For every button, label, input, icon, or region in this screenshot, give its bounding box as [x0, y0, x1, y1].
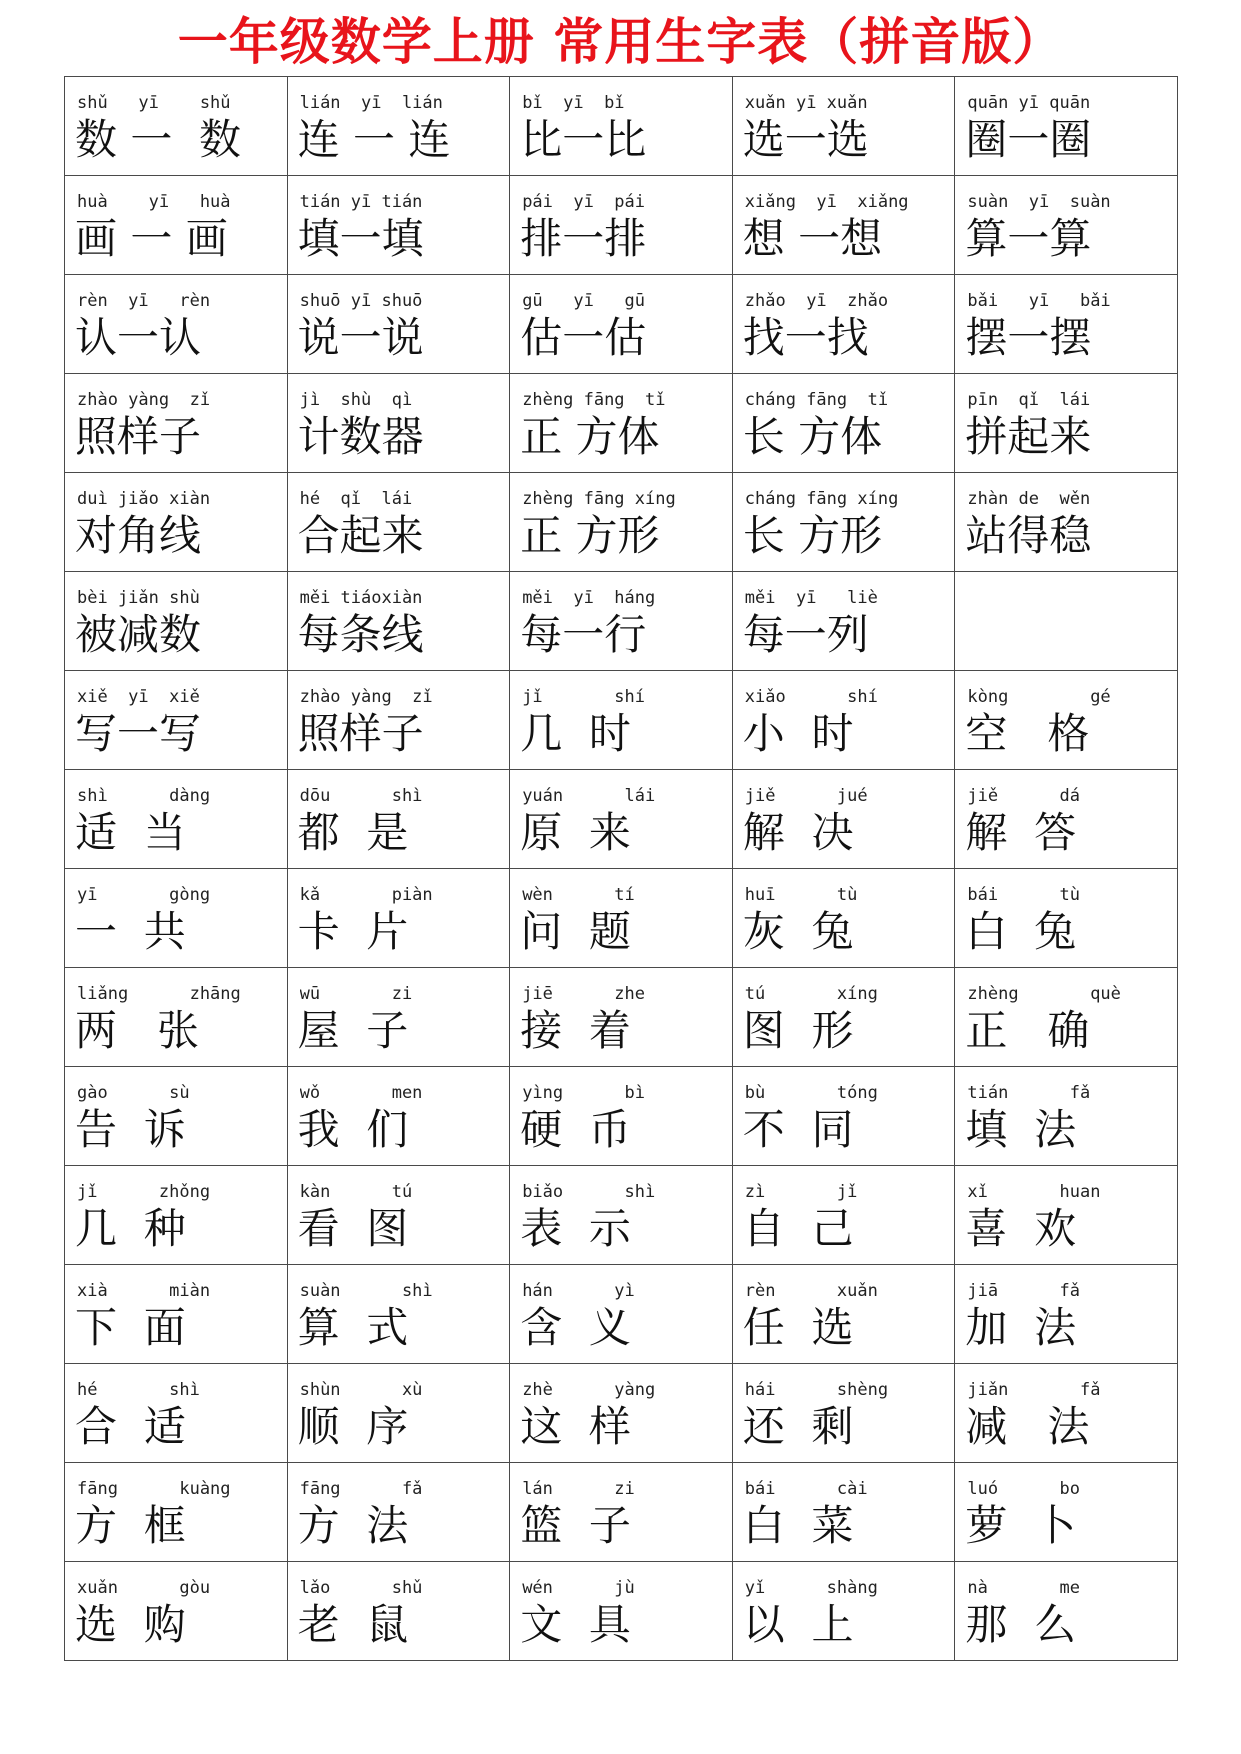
table-row [65, 1067, 1178, 1166]
table-cell [510, 374, 733, 473]
hanzi-word: 每一行 [520, 610, 647, 659]
pinyin-text: shǔ yī shǔ [77, 93, 231, 113]
hanzi-word: 解 答 [965, 808, 1077, 857]
table-row [65, 374, 1178, 473]
table-row [65, 1463, 1178, 1562]
table-cell [955, 968, 1178, 1067]
pinyin-text: zhèng què [967, 984, 1121, 1004]
hanzi-word: 估一估 [520, 313, 647, 362]
table-cell [732, 1166, 955, 1265]
hanzi-word: 老 鼠 [297, 1600, 409, 1649]
hanzi-word: 画 一 画 [75, 214, 228, 263]
hanzi-word: 每一列 [742, 610, 869, 659]
hanzi-word: 顺 序 [297, 1402, 409, 1451]
hanzi-word: 圈一圈 [965, 115, 1092, 164]
hanzi-word: 摆一摆 [965, 313, 1092, 362]
table-row [65, 968, 1178, 1067]
hanzi-word: 正 方体 [520, 412, 660, 461]
table-cell [732, 1463, 955, 1562]
table-cell [65, 1364, 288, 1463]
table-row [65, 473, 1178, 572]
hanzi-word: 原 来 [520, 808, 631, 857]
hanzi-word: 表 示 [520, 1204, 631, 1253]
pinyin-text: quān yī quān [967, 93, 1091, 113]
pinyin-text: shì dàng [77, 786, 211, 806]
hanzi-word: 方 法 [297, 1501, 409, 1550]
table-cell [287, 275, 510, 374]
hanzi-word: 选一选 [742, 115, 869, 164]
pinyin-text: kòng gé [967, 687, 1111, 707]
pinyin-text: cháng fāng xíng [744, 489, 899, 509]
hanzi-word: 照样子 [297, 709, 424, 758]
hanzi-word: 找一找 [742, 313, 869, 362]
hanzi-word: 自 己 [742, 1204, 854, 1253]
hanzi-word: 灰 兔 [742, 907, 854, 956]
pinyin-text: bǎi yī bǎi [967, 291, 1111, 311]
table-cell [287, 869, 510, 968]
hanzi-word: 减 法 [965, 1402, 1090, 1451]
table-row [65, 1166, 1178, 1265]
table-cell [732, 1067, 955, 1166]
table-cell [510, 1166, 733, 1265]
hanzi-word: 排一排 [520, 214, 647, 263]
table-cell [65, 869, 288, 968]
table-cell [65, 1265, 288, 1364]
table-cell [65, 572, 288, 671]
pinyin-text: duì jiǎo xiàn [77, 489, 211, 509]
table-cell [510, 473, 733, 572]
pinyin-text: suàn yī suàn [967, 192, 1111, 212]
hanzi-word: 硬 币 [520, 1105, 631, 1154]
hanzi-word: 文 具 [520, 1600, 631, 1649]
table-row [65, 572, 1178, 671]
table-cell [732, 374, 955, 473]
pinyin-text: zì jǐ [744, 1182, 858, 1202]
pinyin-text: shùn xù [299, 1380, 423, 1400]
pinyin-text: hé shì [77, 1380, 200, 1400]
table-cell [732, 1364, 955, 1463]
table-cell [732, 1562, 955, 1661]
pinyin-text: pái yī pái [522, 192, 646, 212]
table-cell [955, 275, 1178, 374]
table-cell [510, 968, 733, 1067]
pinyin-text: zhèng fāng xíng [522, 489, 676, 509]
character-table-body [65, 77, 1178, 1661]
table-row [65, 1364, 1178, 1463]
pinyin-text: tián fǎ [967, 1083, 1091, 1103]
pinyin-text: jiā fǎ [967, 1281, 1080, 1301]
hanzi-word: 站得稳 [965, 511, 1092, 560]
table-cell [955, 1067, 1178, 1166]
table-cell [287, 473, 510, 572]
table-cell [287, 1364, 510, 1463]
hanzi-word: 以 上 [742, 1600, 854, 1649]
table-cell [65, 770, 288, 869]
pinyin-text: luó bo [967, 1479, 1080, 1499]
hanzi-word: 想 一想 [742, 214, 883, 263]
table-cell [287, 77, 510, 176]
pinyin-text: zhàn de wěn [967, 489, 1091, 509]
pinyin-text: lián yī lián [299, 93, 443, 113]
hanzi-word: 长 方体 [742, 412, 883, 461]
hanzi-word: 拼起来 [965, 412, 1092, 461]
pinyin-text: xià miàn [77, 1281, 211, 1301]
table-cell [510, 176, 733, 275]
hanzi-word: 正 方形 [520, 511, 660, 560]
hanzi-word: 小 时 [742, 709, 854, 758]
pinyin-text: xuǎn gòu [77, 1578, 211, 1598]
hanzi-word: 照样子 [75, 412, 202, 461]
pinyin-text: xuǎn yī xuǎn [744, 93, 868, 113]
pinyin-text: jiě dá [967, 786, 1080, 806]
hanzi-word: 卡 片 [297, 907, 409, 956]
hanzi-word: 计数器 [297, 412, 424, 461]
table-cell [732, 473, 955, 572]
hanzi-word: 被减数 [75, 610, 202, 659]
hanzi-word: 合起来 [297, 511, 424, 560]
pinyin-text: liǎng zhāng [77, 984, 241, 1004]
table-cell [287, 1067, 510, 1166]
table-cell [732, 275, 955, 374]
pinyin-text: yuán lái [522, 786, 656, 806]
table-row [65, 869, 1178, 968]
pinyin-text: yìng bì [522, 1083, 646, 1103]
table-cell [732, 572, 955, 671]
table-cell [65, 77, 288, 176]
table-cell [65, 176, 288, 275]
hanzi-word: 填一填 [297, 214, 424, 263]
table-cell [65, 1562, 288, 1661]
table-cell [955, 1562, 1178, 1661]
hanzi-word: 算 式 [297, 1303, 409, 1352]
hanzi-word: 都 是 [297, 808, 409, 857]
pinyin-text: tián yī tián [299, 192, 423, 212]
hanzi-word: 算一算 [965, 214, 1092, 263]
hanzi-word: 篮 子 [520, 1501, 631, 1550]
pinyin-text: lǎo shǔ [299, 1578, 423, 1598]
table-cell [510, 77, 733, 176]
table-cell [287, 671, 510, 770]
hanzi-word: 任 选 [742, 1303, 854, 1352]
hanzi-word: 数 一 数 [75, 115, 242, 164]
table-cell [955, 77, 1178, 176]
hanzi-word: 看 图 [297, 1204, 409, 1253]
table-row [65, 176, 1178, 275]
pinyin-text: jǐ zhǒng [77, 1182, 211, 1202]
hanzi-word: 空 格 [965, 709, 1090, 758]
character-table [64, 76, 1178, 1661]
pinyin-text: gū yī gū [522, 291, 646, 311]
table-cell [510, 1562, 733, 1661]
hanzi-word: 接 着 [520, 1006, 631, 1055]
hanzi-word: 对角线 [75, 511, 202, 560]
hanzi-word: 每条线 [297, 610, 424, 659]
hanzi-word: 还 剩 [742, 1402, 854, 1451]
table-cell [955, 1364, 1178, 1463]
hanzi-word: 连 一 连 [297, 115, 451, 164]
pinyin-text: wū zi [299, 984, 413, 1004]
table-cell [955, 1265, 1178, 1364]
pinyin-text: kàn tú [299, 1182, 413, 1202]
pinyin-text: zhè yàng [522, 1380, 656, 1400]
pinyin-text: xiě yī xiě [77, 687, 200, 707]
table-cell [287, 1265, 510, 1364]
pinyin-text: jiě jué [744, 786, 868, 806]
pinyin-text: fāng kuàng [77, 1479, 231, 1499]
pinyin-text: lán zi [522, 1479, 635, 1499]
pinyin-text: wǒ men [299, 1083, 423, 1103]
hanzi-word: 含 义 [520, 1303, 631, 1352]
pinyin-text: xiǎng yī xiǎng [744, 192, 909, 212]
pinyin-text: bái tù [967, 885, 1080, 905]
table-cell [65, 1067, 288, 1166]
table-cell [510, 572, 733, 671]
table-cell [287, 374, 510, 473]
hanzi-word: 白 兔 [965, 907, 1077, 956]
pinyin-text: kǎ piàn [299, 885, 433, 905]
table-row [65, 671, 1178, 770]
hanzi-word: 喜 欢 [965, 1204, 1077, 1253]
hanzi-word: 加 法 [965, 1303, 1077, 1352]
table-row [65, 77, 1178, 176]
hanzi-word: 我 们 [297, 1105, 409, 1154]
pinyin-text: gào sù [77, 1083, 190, 1103]
table-cell [732, 869, 955, 968]
hanzi-word: 解 决 [742, 808, 854, 857]
hanzi-word: 问 题 [520, 907, 631, 956]
table-cell [732, 770, 955, 869]
table-cell [287, 1562, 510, 1661]
pinyin-text: bèi jiǎn shù [77, 588, 200, 608]
page-title: 一年级数学上册 常用生字表（拼音版） [177, 12, 1064, 71]
pinyin-text: rèn yī rèn [77, 291, 211, 311]
table-cell [287, 1463, 510, 1562]
table-cell [510, 869, 733, 968]
pinyin-text: yī gòng [77, 885, 211, 905]
pinyin-text: bǐ yī bǐ [522, 93, 625, 113]
hanzi-word: 正 确 [965, 1006, 1090, 1055]
table-cell [955, 1463, 1178, 1562]
hanzi-word: 告 诉 [75, 1105, 186, 1154]
pinyin-text: dōu shì [299, 786, 423, 806]
table-cell [732, 77, 955, 176]
hanzi-word: 一 共 [75, 907, 186, 956]
pinyin-text: shuō yī shuō [299, 291, 423, 311]
pinyin-text: jiē zhe [522, 984, 646, 1004]
table-cell [65, 473, 288, 572]
pinyin-text: cháng fāng tǐ [744, 390, 889, 410]
table-cell [732, 968, 955, 1067]
pinyin-text: zhèng fāng tǐ [522, 390, 666, 410]
table-cell [510, 1463, 733, 1562]
pinyin-text: wén jù [522, 1578, 635, 1598]
table-cell [955, 770, 1178, 869]
pinyin-text: bù tóng [744, 1083, 878, 1103]
table-cell [287, 968, 510, 1067]
table-row [65, 275, 1178, 374]
hanzi-word: 选 购 [75, 1600, 186, 1649]
table-cell [510, 1067, 733, 1166]
table-cell [955, 572, 1178, 671]
hanzi-word: 这 样 [520, 1402, 631, 1451]
pinyin-text: suàn shì [299, 1281, 433, 1301]
hanzi-word: 方 框 [75, 1501, 186, 1550]
pinyin-text: rèn xuǎn [744, 1281, 878, 1301]
hanzi-word: 下 面 [75, 1303, 186, 1352]
pinyin-text: nà me [967, 1578, 1080, 1598]
hanzi-word: 白 菜 [742, 1501, 854, 1550]
hanzi-word: 长 方形 [742, 511, 883, 560]
table-cell [65, 1166, 288, 1265]
hanzi-word: 几 种 [75, 1204, 186, 1253]
table-cell [65, 968, 288, 1067]
table-cell [732, 176, 955, 275]
table-cell [287, 572, 510, 671]
pinyin-text: xǐ huan [967, 1182, 1101, 1202]
table-cell [955, 1166, 1178, 1265]
hanzi-word: 说一说 [297, 313, 424, 362]
pinyin-text: jǐ shí [522, 687, 646, 707]
hanzi-word: 两 张 [75, 1006, 200, 1055]
table-cell [955, 869, 1178, 968]
hanzi-word: 认一认 [75, 313, 202, 362]
table-cell [287, 176, 510, 275]
hanzi-word: 适 当 [75, 808, 186, 857]
table-cell [955, 176, 1178, 275]
pinyin-text: zhào yàng zǐ [299, 687, 433, 707]
table-cell [732, 671, 955, 770]
table-cell [65, 374, 288, 473]
pinyin-text: yǐ shàng [744, 1578, 878, 1598]
hanzi-word: 比一比 [520, 115, 647, 164]
pinyin-text: jiǎn fǎ [967, 1380, 1101, 1400]
pinyin-text: tú xíng [744, 984, 878, 1004]
table-cell [510, 1364, 733, 1463]
pinyin-text: huà yī huà [77, 192, 231, 212]
table-cell [955, 671, 1178, 770]
pinyin-text: pīn qǐ lái [967, 390, 1091, 410]
pinyin-text: fāng fǎ [299, 1479, 423, 1499]
table-row [65, 1562, 1178, 1661]
table-cell [65, 1463, 288, 1562]
table-cell [732, 1265, 955, 1364]
table-cell [955, 473, 1178, 572]
pinyin-text: wèn tí [522, 885, 635, 905]
pinyin-text: zhào yàng zǐ [77, 390, 211, 410]
hanzi-word: 填 法 [965, 1105, 1077, 1154]
table-cell [287, 770, 510, 869]
table-cell [510, 671, 733, 770]
pinyin-text: xiǎo shí [744, 687, 878, 707]
pinyin-text: jì shù qì [299, 390, 413, 410]
hanzi-word: 萝 卜 [965, 1501, 1077, 1550]
table-row [65, 770, 1178, 869]
pinyin-text: bái cài [744, 1479, 868, 1499]
table-row [65, 1265, 1178, 1364]
pinyin-text: zhǎo yī zhǎo [744, 291, 889, 311]
pinyin-text: měi yī háng [522, 588, 656, 608]
pinyin-text: měi yī liè [744, 588, 878, 608]
table-cell [510, 1265, 733, 1364]
hanzi-word: 屋 子 [297, 1006, 409, 1055]
hanzi-word: 几 时 [520, 709, 631, 758]
table-cell [65, 275, 288, 374]
table-cell [287, 1166, 510, 1265]
table-cell [510, 275, 733, 374]
table-cell [65, 671, 288, 770]
hanzi-word: 写一写 [75, 709, 202, 758]
pinyin-text: hán yì [522, 1281, 635, 1301]
pinyin-text: měi tiáoxiàn [299, 588, 423, 608]
pinyin-text: hái shèng [744, 1380, 889, 1400]
pinyin-text: huī tù [744, 885, 858, 905]
table-cell [955, 374, 1178, 473]
hanzi-word: 那 么 [965, 1600, 1077, 1649]
hanzi-word: 不 同 [742, 1105, 854, 1154]
table-cell [510, 770, 733, 869]
hanzi-word: 合 适 [75, 1402, 186, 1451]
pinyin-text: hé qǐ lái [299, 489, 413, 509]
hanzi-word: 图 形 [742, 1006, 854, 1055]
pinyin-text: biǎo shì [522, 1182, 656, 1202]
